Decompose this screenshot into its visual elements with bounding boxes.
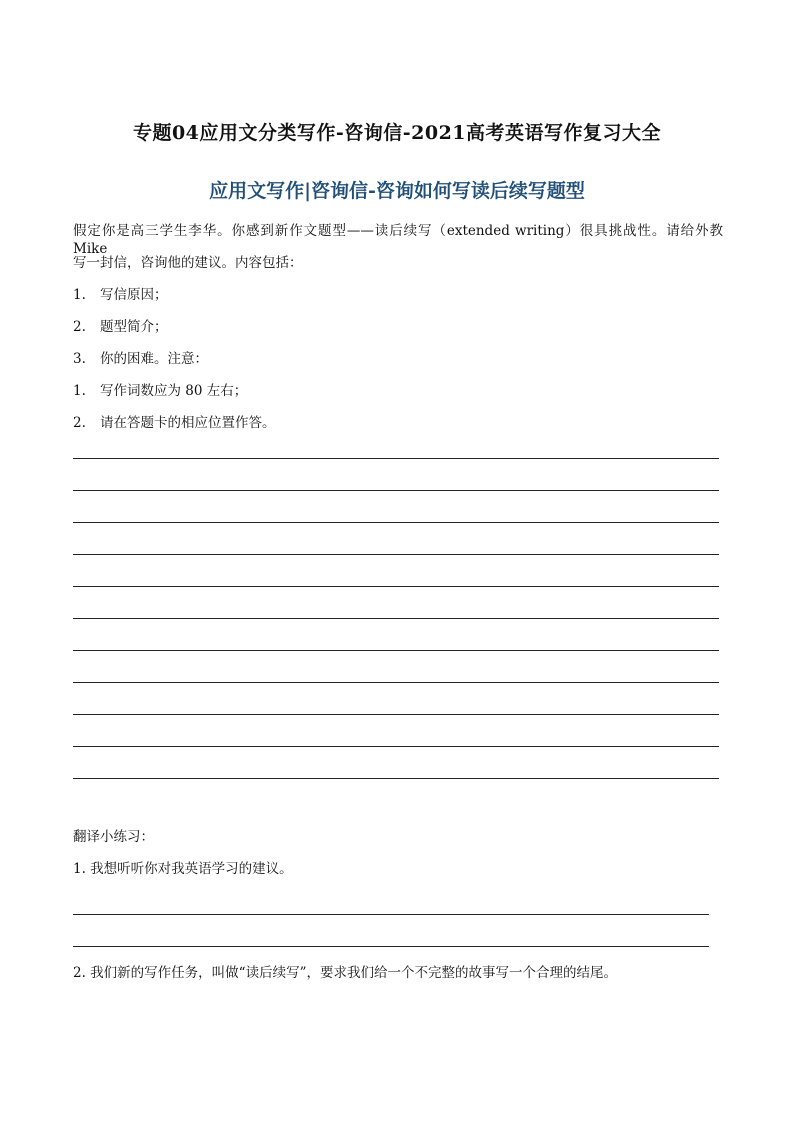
note-item-number: 2. xyxy=(73,415,86,431)
writing-line[interactable] xyxy=(73,586,719,587)
content-item-text: 题型简介； xyxy=(100,319,168,335)
writing-line[interactable] xyxy=(73,778,719,779)
content-item xyxy=(73,318,168,336)
note-item xyxy=(73,414,276,432)
writing-line[interactable] xyxy=(73,522,719,523)
writing-line[interactable] xyxy=(73,650,719,651)
content-item xyxy=(73,286,168,304)
prompt-text-line-2: 写一封信，咨询他的建议。内容包括： xyxy=(73,255,303,271)
page-subtitle: 应用文写作|咨询信-咨询如何写读后续写题型 xyxy=(209,180,585,202)
content-item xyxy=(73,350,208,368)
prompt-text-line-1: 假定你是高三学生李华。你感到新作文题型——读后续写（extended writing）很具挑战性。请给外教 Mike xyxy=(73,223,723,257)
writing-line[interactable] xyxy=(73,618,719,619)
content-item-number: 1. xyxy=(73,287,86,303)
translation-item: 1. 我想听听你对我英语学习的建议。 xyxy=(73,861,293,877)
note-item-text: 请在答题卡的相应位置作答。 xyxy=(100,415,276,431)
writing-line[interactable] xyxy=(73,682,719,683)
answer-line[interactable] xyxy=(73,946,709,947)
content-item-text: 你的困难。注意： xyxy=(100,351,208,367)
note-item xyxy=(73,382,247,400)
writing-line[interactable] xyxy=(73,458,719,459)
writing-line[interactable] xyxy=(73,490,719,491)
writing-line[interactable] xyxy=(73,554,719,555)
content-item-number: 2. xyxy=(73,319,86,335)
page-title: 专题04应用文分类写作-咨询信-2021高考英语写作复习大全 xyxy=(132,122,662,144)
writing-line[interactable] xyxy=(73,746,719,747)
translation-heading: 翻译小练习： xyxy=(73,829,154,845)
answer-line[interactable] xyxy=(73,914,709,915)
content-item-number: 3. xyxy=(73,351,86,367)
note-item-text: 写作词数应为 80 左右； xyxy=(100,383,248,399)
content-item-text: 写信原因； xyxy=(100,287,168,303)
translation-item: 2. 我们新的写作任务，叫做“读后续写”，要求我们给一个不完整的故事写一个合理的结尾。 xyxy=(73,965,617,981)
writing-line[interactable] xyxy=(73,714,719,715)
note-item-number: 1. xyxy=(73,383,86,399)
